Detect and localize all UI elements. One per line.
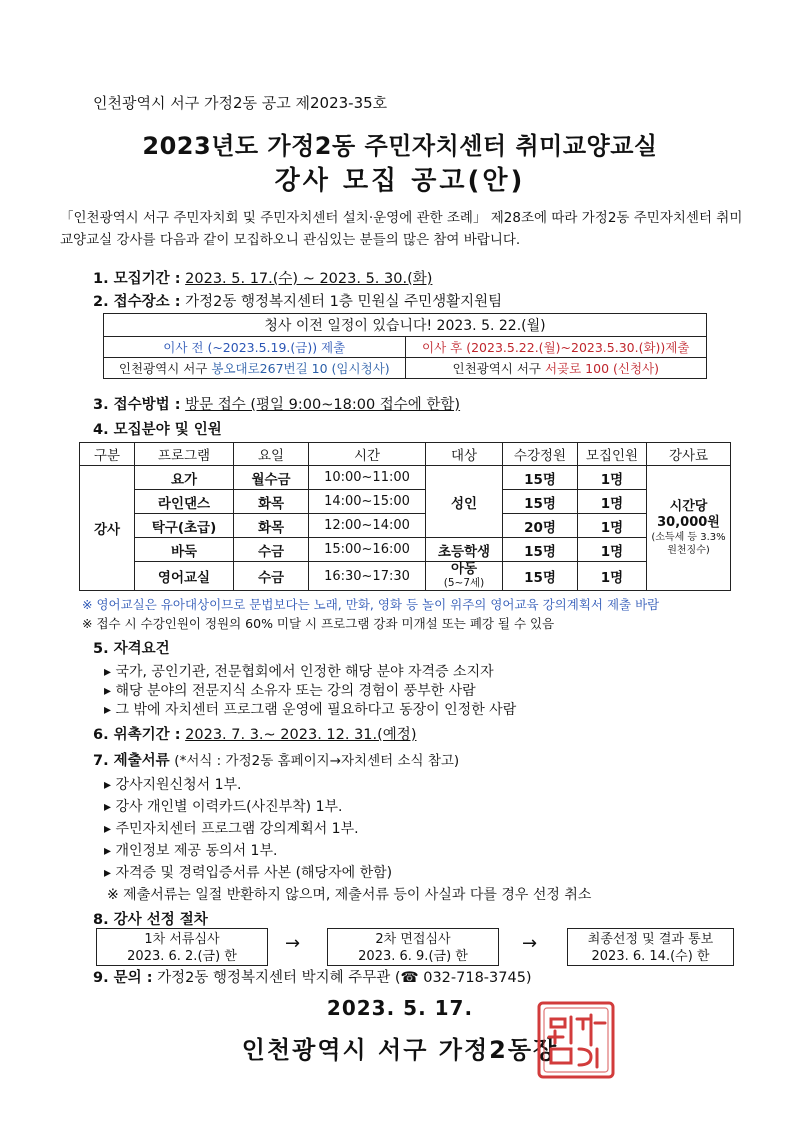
relocation-table — [103, 313, 707, 379]
target-adult: 성인 — [426, 466, 503, 538]
section-procedure-label: 8. 강사 선정 절차 — [93, 912, 208, 928]
section-term-value: 2023. 7. 3.~ 2023. 12. 31.(예정) — [185, 727, 417, 743]
relocation-old-address: 인천광역시 서구 봉오대로267번길 10 (임시청사) — [104, 358, 406, 379]
col-header: 구분 — [80, 443, 135, 466]
col-header: 요일 — [234, 443, 309, 466]
section-contact-value: 가정2동 행정복지센터 박지혜 주무관 (☎ 032-718-3745) — [157, 970, 532, 986]
list-item: ▸ 강사 개인별 이력카드(사진부착) 1부. — [104, 799, 343, 815]
section-fields — [93, 418, 222, 439]
section-procedure — [93, 908, 208, 929]
table-row: 강사 요가 월수금 10:00~11:00 성인 15명 1명 시간당 30,000원 (소득세 등 3.3% 원천징수) — [80, 466, 731, 490]
intro-paragraph: 「인천광역시 서구 주민자치회 및 주민자치센터 설치·운영에 관한 조례」 제28조에 따라 가정2동 주민자치센터 취미교양교실 강사를 다음과 같이 모집하오니 관심있는 분들의 많은 참여 바랍니다. — [60, 210, 743, 248]
notice-date: 2023. 5. 17. — [326, 996, 474, 1020]
col-header: 수강정원 — [503, 443, 578, 466]
section-method-value: 방문 접수 (평일 9:00~18:00 접수에 한함) — [185, 397, 461, 413]
notice-number: 인천광역시 서구 가정2동 공고 제2023-35호 — [93, 94, 388, 112]
relocation-before: 이사 전 (~2023.5.19.(금)) 제출 — [104, 337, 406, 358]
section-qualification-label: 5. 자격요건 — [93, 641, 170, 657]
arrow-right-icon: → — [522, 933, 538, 954]
section-place-label: 2. 접수장소 : — [93, 294, 181, 310]
table-row: 라인댄스 화목 14:00~15:00 15명 1명 — [80, 490, 731, 514]
col-header: 시간 — [309, 443, 426, 466]
section-period-label: 1. 모집기간 : — [93, 271, 181, 287]
documents-note: ※ 제출서류는 일절 반환하지 않으며, 제출서류 등이 사실과 다를 경우 선정 취소 — [107, 887, 592, 903]
table-row: 탁구(초급) 화목 12:00~14:00 20명 1명 — [80, 514, 731, 538]
relocation-after: 이사 후 (2023.5.22.(월)~2023.5.30.(화))제출 — [405, 337, 707, 358]
section-term-label: 6. 위촉기간 : — [93, 727, 181, 743]
target-elementary: 초등학생 — [426, 538, 503, 562]
section-documents-label: 7. 제출서류 — [93, 753, 170, 769]
section-fields-label: 4. 모집분야 및 인원 — [93, 422, 222, 438]
english-class-note: ※ 영어교실은 유아대상이므로 문법보다는 노래, 만화, 영화 등 놀이 위주의 영어교육 강의계획서 제출 바람 — [82, 597, 660, 612]
program-table — [79, 442, 731, 591]
col-header: 대상 — [426, 443, 503, 466]
relocation-new-address: 인천광역시 서구 서곶로 100 (신청사) — [405, 358, 707, 379]
col-header: 프로그램 — [135, 443, 234, 466]
fee-cell: 시간당 30,000원 (소득세 등 3.3% 원천징수) — [647, 466, 731, 591]
list-item: ▸ 주민자치센터 프로그램 강의계획서 1부. — [104, 821, 359, 837]
col-header: 강사료 — [647, 443, 731, 466]
list-item: ▸ 자격증 및 경력입증서류 사본 (해당자에 한함) — [104, 865, 393, 881]
section-place-value: 가정2동 행정복지센터 1층 민원실 주민생활지원팀 — [185, 294, 503, 310]
section-qualification — [93, 637, 170, 658]
section-term — [93, 723, 416, 744]
list-item: ▸ 국가, 공인기관, 전문협회에서 인정한 해당 분야 자격증 소지자 — [104, 664, 494, 680]
col-header: 모집인원 — [578, 443, 647, 466]
section-contact — [93, 966, 532, 987]
arrow-right-icon: → — [285, 933, 301, 954]
procedure-step-3: 최종선정 및 결과 통보 2023. 6. 14.(수) 한 — [567, 928, 734, 966]
cancellation-note: ※ 접수 시 수강인원이 정원의 60% 미달 시 프로그램 강좌 미개설 또는 폐강 될 수 있음 — [82, 616, 555, 631]
section-place — [93, 290, 502, 311]
section-contact-label: 9. 문의 : — [93, 970, 153, 986]
official-seal-icon — [533, 997, 619, 1083]
page-title: 2023년도 가정2동 주민자치센터 취미교양교실 — [142, 132, 658, 160]
signer-name: 인천광역시 서구 가정2동장 — [241, 1036, 559, 1064]
section-documents — [93, 749, 459, 770]
table-row: 영어교실 수금 16:30~17:30 아동 (5~7세) 15명 1명 — [80, 562, 731, 591]
section-method-label: 3. 접수방법 : — [93, 397, 181, 413]
list-item: ▸ 해당 분야의 전문지식 소유자 또는 강의 경험이 풍부한 사람 — [104, 683, 476, 699]
list-item: ▸ 그 밖에 자치센터 프로그램 운영에 필요하다고 동장이 인정한 사람 — [104, 702, 517, 718]
section-method — [93, 393, 460, 414]
list-item: ▸ 강사지원신청서 1부. — [104, 777, 242, 793]
section-period-value: 2023. 5. 17.(수) ~ 2023. 5. 30.(화) — [185, 271, 433, 287]
relocation-header: 청사 이전 일정이 있습니다! 2023. 5. 22.(월) — [104, 314, 707, 337]
category-cell: 강사 — [80, 466, 135, 591]
target-child: 아동 (5~7세) — [426, 562, 503, 591]
section-period — [93, 267, 432, 288]
procedure-step-1: 1차 서류심사 2023. 6. 2.(금) 한 — [96, 928, 268, 966]
section-documents-sub: (*서식 : 가정2동 홈페이지→자치센터 소식 참고) — [174, 753, 460, 769]
table-row: 바둑 수금 15:00~16:00 초등학생 15명 1명 — [80, 538, 731, 562]
page-subtitle: 강사 모집 공고(안) — [274, 166, 526, 196]
procedure-step-2: 2차 면접심사 2023. 6. 9.(금) 한 — [327, 928, 499, 966]
list-item: ▸ 개인정보 제공 동의서 1부. — [104, 843, 278, 859]
